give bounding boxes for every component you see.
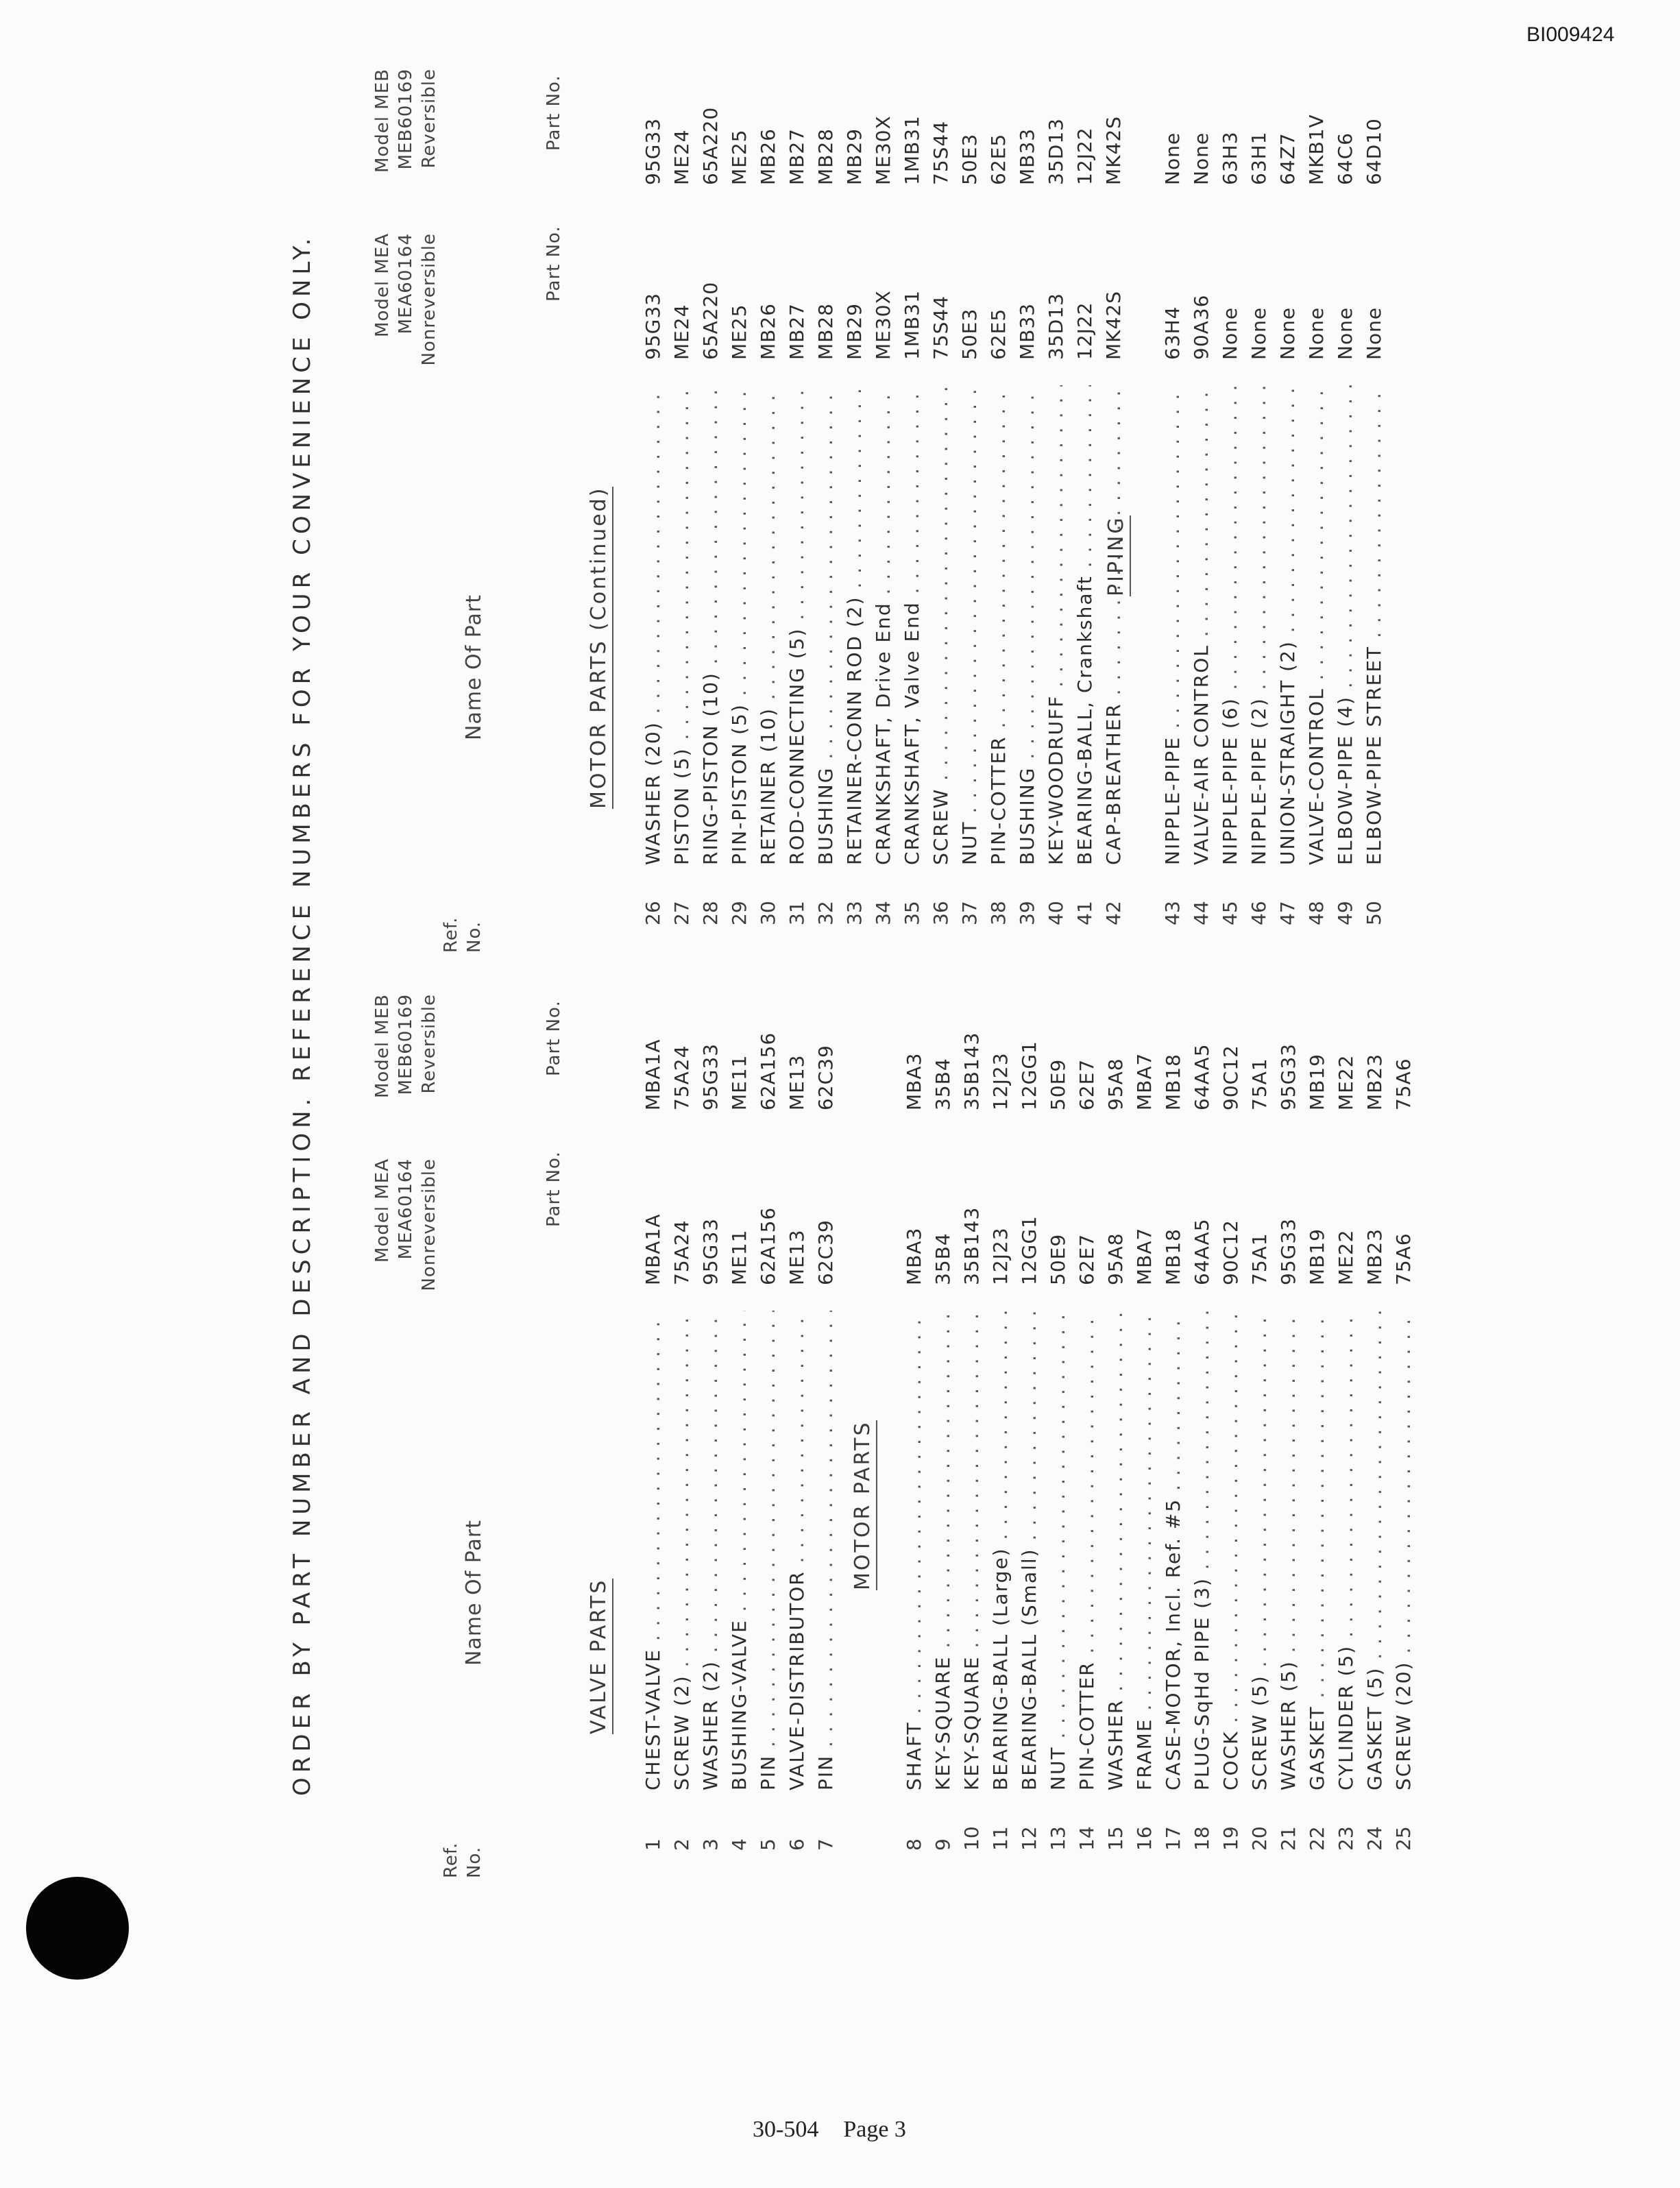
mea-part-number: MB19 xyxy=(1306,1228,1328,1285)
part-name: WASHER (20) . . . xyxy=(640,385,667,865)
ref-number: 46 xyxy=(1247,901,1270,925)
meb-number: MEB60169 xyxy=(395,69,416,170)
ref-number: 6 xyxy=(786,1838,808,1851)
part-row xyxy=(956,69,984,953)
part-name: PIN-PISTON (5) . . . xyxy=(726,385,753,865)
ref-number: 2 xyxy=(670,1838,693,1851)
part-row xyxy=(1217,69,1244,953)
mea-part-number: 90C12 xyxy=(1219,1219,1242,1285)
part-name: RETAINER-CONN ROD (2) . . . xyxy=(841,385,868,865)
meb-part-number: MB28 xyxy=(814,128,837,185)
meb-part-number: MB29 xyxy=(843,128,866,185)
mea-part-number: 75S44 xyxy=(929,295,952,360)
part-row xyxy=(1189,994,1216,1878)
ref-header-line1: Ref. xyxy=(441,916,461,953)
part-name: PISTON (5) . . . xyxy=(668,385,696,865)
part-name: CAP-BREATHER . . . xyxy=(1100,385,1128,865)
ref-number: 13 xyxy=(1047,1826,1069,1851)
part-row xyxy=(958,994,986,1878)
section-title: PIPING xyxy=(1104,515,1131,596)
ref-number: 35 xyxy=(901,901,923,925)
ref-number: 28 xyxy=(699,901,722,925)
part-row xyxy=(1073,994,1101,1878)
mea-header xyxy=(371,233,441,404)
mea-part-number: 12GG1 xyxy=(1018,1215,1040,1285)
part-name: SCREW . . . xyxy=(927,385,955,865)
part-name: KEY-SQUARE . . . xyxy=(958,1311,986,1790)
part-row xyxy=(783,69,811,953)
ref-number: 21 xyxy=(1277,1826,1300,1851)
ref-number: 45 xyxy=(1219,901,1241,925)
part-row xyxy=(870,69,897,953)
ref-number: 22 xyxy=(1306,1826,1328,1851)
mea-part-number: ME25 xyxy=(728,304,751,360)
ref-number: 23 xyxy=(1335,1826,1357,1851)
meb-part-number: MKB1V xyxy=(1305,114,1328,185)
section-title: MOTOR PARTS xyxy=(851,1420,877,1590)
mea-number: MEA60164 xyxy=(395,1158,416,1260)
ref-number: 5 xyxy=(757,1838,779,1851)
mea-part-no-header: Part No. xyxy=(544,226,564,302)
part-row xyxy=(640,994,667,1878)
mea-header xyxy=(371,1158,441,1330)
part-row xyxy=(1043,69,1070,953)
meb-part-number: None xyxy=(1161,132,1184,185)
section-title: VALVE PARTS xyxy=(587,1579,613,1734)
part-name: BEARING-BALL (Large) . . . xyxy=(987,1311,1014,1790)
part-name: BUSHING . . . xyxy=(812,385,840,865)
mea-part-number: None xyxy=(1363,306,1385,360)
mea-number: MEA60164 xyxy=(395,233,416,335)
meb-part-number: MBA3 xyxy=(903,1052,925,1110)
meb-part-number: 75A24 xyxy=(670,1045,693,1110)
meb-part-number: 62C39 xyxy=(814,1045,837,1110)
ref-number: 33 xyxy=(843,901,866,925)
mea-part-number: MB23 xyxy=(1363,1228,1386,1285)
ref-header-line1: Ref. xyxy=(441,1842,461,1878)
part-row xyxy=(1160,994,1187,1878)
part-row xyxy=(1102,994,1130,1878)
part-name: NUT . . . xyxy=(956,385,984,865)
part-name: NIPPLE-PIPE . . . xyxy=(1159,385,1186,865)
part-row xyxy=(755,69,782,953)
meb-part-number: 65A220 xyxy=(699,106,722,185)
meb-part-number: ME11 xyxy=(728,1054,751,1110)
part-row xyxy=(927,69,955,953)
mea-part-number: 75A1 xyxy=(1248,1232,1271,1285)
part-row xyxy=(1245,69,1273,953)
mea-part-number: MB28 xyxy=(814,303,837,360)
mea-model: Model MEA xyxy=(372,233,393,337)
meb-header xyxy=(371,69,441,226)
ref-number: 24 xyxy=(1363,1826,1386,1851)
mea-part-number: 95G33 xyxy=(1277,1218,1300,1285)
column-headers xyxy=(371,994,564,1878)
part-name: VALVE-DISTRIBUTOR . . . xyxy=(783,1311,811,1790)
part-row xyxy=(755,994,782,1878)
mea-part-number: 1MB31 xyxy=(901,290,923,360)
ref-number: 8 xyxy=(903,1838,925,1851)
ref-number: 7 xyxy=(814,1838,837,1851)
mea-part-number: 35B4 xyxy=(932,1232,954,1285)
mea-part-number: None xyxy=(1247,306,1270,360)
ref-number: 42 xyxy=(1102,901,1125,925)
part-row xyxy=(1159,69,1186,953)
mea-part-number: ME22 xyxy=(1335,1229,1357,1285)
mea-part-number: MB26 xyxy=(757,303,779,360)
ref-number: 43 xyxy=(1161,901,1184,925)
meb-model: Model MEB xyxy=(372,994,393,1099)
meb-part-number: 64D10 xyxy=(1363,118,1385,185)
part-row xyxy=(841,69,868,953)
part-row xyxy=(1332,994,1360,1878)
ref-number: 41 xyxy=(1073,901,1096,925)
part-name: ELBOW-PIPE STREET . . . xyxy=(1361,385,1388,865)
meb-part-number: 64Z7 xyxy=(1276,132,1299,185)
meb-part-number: MBA7 xyxy=(1133,1052,1156,1110)
section-title: MOTOR PARTS (Continued) xyxy=(587,487,613,809)
meb-number: MEB60169 xyxy=(395,994,416,1095)
meb-part-number: 35B143 xyxy=(960,1032,983,1110)
page-heading: ORDER BY PART NUMBER AND DESCRIPTION. REFERENCE NUMBERS FOR YOUR CONVENIENCE ONLY. xyxy=(289,233,316,1796)
meb-part-number: MK42S xyxy=(1102,116,1125,185)
meb-part-number: 95G33 xyxy=(699,1043,722,1110)
document-id: BI009424 xyxy=(1526,23,1615,46)
part-row xyxy=(726,994,753,1878)
meb-part-number: MB23 xyxy=(1363,1054,1386,1110)
mea-part-number: 62A156 xyxy=(757,1206,779,1285)
ref-header-line2: No. xyxy=(464,921,485,953)
part-name: PIN . . . xyxy=(755,1311,782,1790)
mea-part-number: MBA3 xyxy=(903,1227,925,1285)
meb-part-number: MB33 xyxy=(1016,128,1038,185)
ref-number: 1 xyxy=(642,1838,664,1851)
part-row xyxy=(1217,994,1245,1878)
part-name: CRANKSHAFT, Drive End . . . xyxy=(870,385,897,865)
ref-number: 31 xyxy=(786,901,808,925)
meb-part-number: MB18 xyxy=(1162,1054,1184,1110)
mea-part-number: 62E5 xyxy=(987,308,1010,360)
name-header: Name Of Part xyxy=(462,594,486,740)
ref-number: 48 xyxy=(1305,901,1328,925)
part-name: ELBOW-PIPE (4) . . . xyxy=(1332,385,1359,865)
meb-part-number: 12GG1 xyxy=(1018,1041,1040,1110)
meb-part-number: ME30X xyxy=(872,115,894,185)
mea-part-number: None xyxy=(1305,306,1328,360)
meb-part-number: 12J23 xyxy=(989,1052,1012,1110)
meb-part-number: MB27 xyxy=(786,128,808,185)
part-name: SCREW (5) . . . xyxy=(1246,1311,1274,1790)
part-row xyxy=(668,69,696,953)
part-row xyxy=(899,69,926,953)
name-header: Name Of Part xyxy=(462,1520,486,1666)
part-name: CHEST-VALVE . . . xyxy=(640,1311,667,1790)
part-name: KEY-WOODRUFF . . . xyxy=(1043,385,1070,865)
meb-model: Model MEB xyxy=(372,69,393,173)
meb-part-number: MB19 xyxy=(1306,1054,1328,1110)
part-row xyxy=(1188,69,1215,953)
mea-part-number: MK42S xyxy=(1102,291,1125,360)
part-row xyxy=(985,69,1012,953)
mea-type: Nonreversible xyxy=(419,1158,439,1291)
part-row xyxy=(1390,994,1417,1878)
part-name: NIPPLE-PIPE (2) . . . xyxy=(1245,385,1273,865)
mea-part-number: 64AA5 xyxy=(1191,1218,1213,1285)
part-row xyxy=(1246,994,1274,1878)
part-name: PLUG-SqHd PIPE (3) . . . xyxy=(1189,1311,1216,1790)
ref-number: 40 xyxy=(1045,901,1067,925)
part-row xyxy=(1332,69,1359,953)
meb-part-number: 64AA5 xyxy=(1191,1043,1213,1110)
meb-part-number: ME24 xyxy=(670,129,693,185)
ref-header xyxy=(439,917,486,953)
meb-part-number: 63H1 xyxy=(1247,131,1270,185)
ref-header-line2: No. xyxy=(464,1846,485,1878)
ref-number: 47 xyxy=(1276,901,1299,925)
mea-part-number: 65A220 xyxy=(699,281,722,360)
part-row xyxy=(1045,994,1072,1878)
mea-part-number: 12J23 xyxy=(989,1227,1012,1285)
part-name: FRAME . . . xyxy=(1131,1311,1158,1790)
meb-part-number: 64C6 xyxy=(1334,132,1356,185)
meb-part-number: ME22 xyxy=(1335,1054,1357,1110)
ref-number: 38 xyxy=(987,901,1010,925)
meb-part-number: 75A6 xyxy=(1392,1058,1415,1110)
mea-part-number: ME13 xyxy=(786,1229,808,1285)
meb-part-number: 62A156 xyxy=(757,1032,779,1110)
part-name: PIN-COTTER . . . xyxy=(985,385,1012,865)
part-name: BEARING-BALL, Crankshaft . . . xyxy=(1071,385,1099,865)
mea-part-number: 62C39 xyxy=(814,1219,837,1285)
meb-type: Reversible xyxy=(419,69,439,169)
part-name: CYLINDER (5) . . . xyxy=(1332,1311,1360,1790)
part-name: CRANKSHAFT, Valve End . . . xyxy=(899,385,926,865)
part-row xyxy=(783,994,811,1878)
part-name: BEARING-BALL (Small) . . . xyxy=(1016,1311,1043,1790)
punch-hole xyxy=(26,1877,129,1980)
mea-part-number: 35B143 xyxy=(960,1206,983,1285)
part-name: SHAFT . . . xyxy=(901,1311,928,1790)
mea-part-number: MBA7 xyxy=(1133,1227,1156,1285)
ref-number: 29 xyxy=(728,901,751,925)
meb-part-no-header: Part No. xyxy=(544,1000,564,1076)
meb-part-number: ME13 xyxy=(786,1054,808,1110)
mea-part-number: 50E9 xyxy=(1047,1233,1069,1285)
part-row xyxy=(1361,994,1389,1878)
meb-header xyxy=(371,994,441,1152)
part-name: PIN . . . xyxy=(812,1311,840,1790)
ref-number: 9 xyxy=(932,1838,954,1851)
ref-number: 44 xyxy=(1190,901,1213,925)
mea-part-number: 95G33 xyxy=(699,1218,722,1285)
meb-part-number: 50E9 xyxy=(1047,1058,1069,1110)
part-row xyxy=(726,69,753,953)
meb-part-number: 50E3 xyxy=(958,133,981,185)
part-row xyxy=(697,994,725,1878)
ref-number: 32 xyxy=(814,901,837,925)
part-row xyxy=(640,69,667,953)
ref-number: 10 xyxy=(960,1826,983,1851)
ref-number: 34 xyxy=(872,901,894,925)
mea-part-number: 50E3 xyxy=(958,308,981,360)
mea-part-number: 90A36 xyxy=(1190,294,1213,360)
meb-part-number: MBA1A xyxy=(642,1038,664,1110)
part-row xyxy=(1071,69,1099,953)
mea-part-number: None xyxy=(1276,306,1299,360)
ref-number: 37 xyxy=(958,901,981,925)
mea-model: Model MEA xyxy=(372,1158,393,1263)
ref-number: 17 xyxy=(1162,1826,1184,1851)
part-row xyxy=(1275,994,1302,1878)
part-row xyxy=(1131,994,1158,1878)
meb-part-number: 35B4 xyxy=(932,1058,954,1110)
mea-part-number: MB18 xyxy=(1162,1228,1184,1285)
part-name: VALVE-AIR CONTROL . . . xyxy=(1188,385,1215,865)
mea-part-number: 95A8 xyxy=(1104,1232,1127,1285)
mea-part-number: 75A6 xyxy=(1392,1232,1415,1285)
part-name: UNION-STRAIGHT (2) . . . xyxy=(1274,385,1302,865)
right-table xyxy=(371,69,1385,953)
part-name: PIN-COTTER . . . xyxy=(1073,1311,1101,1790)
meb-part-number: 1MB31 xyxy=(901,115,923,185)
mea-part-number: ME11 xyxy=(728,1229,751,1285)
ref-number: 11 xyxy=(989,1826,1012,1851)
meb-part-number: 90C12 xyxy=(1219,1045,1242,1110)
part-name: VALVE-CONTROL . . . xyxy=(1303,385,1330,865)
mea-part-number: 63H4 xyxy=(1161,306,1184,360)
meb-part-number: 95A8 xyxy=(1104,1058,1127,1110)
ref-number: 3 xyxy=(699,1838,722,1851)
mea-type: Nonreversible xyxy=(419,233,439,366)
ref-number: 26 xyxy=(642,901,664,925)
page-number: Page 3 xyxy=(843,2117,906,2142)
part-row xyxy=(1016,994,1043,1878)
meb-part-number: 63H3 xyxy=(1219,131,1241,185)
meb-part-number: 95G33 xyxy=(1277,1043,1300,1110)
ref-number: 30 xyxy=(757,901,779,925)
mea-part-number: 95G33 xyxy=(642,293,664,360)
mea-part-number: 12J22 xyxy=(1073,302,1096,360)
mea-part-number: MB33 xyxy=(1016,303,1038,360)
part-name: NIPPLE-PIPE (6) . . . xyxy=(1217,385,1244,865)
part-row xyxy=(697,69,725,953)
mea-part-number: 75A24 xyxy=(670,1219,693,1285)
part-row xyxy=(1361,69,1388,953)
left-table xyxy=(371,994,1415,1878)
part-row xyxy=(812,994,840,1878)
meb-part-number: MB26 xyxy=(757,128,779,185)
meb-part-number: 95G33 xyxy=(642,118,664,185)
part-row xyxy=(668,994,696,1878)
part-row xyxy=(1304,994,1331,1878)
ref-number: 39 xyxy=(1016,901,1038,925)
ref-number: 12 xyxy=(1018,1826,1040,1851)
part-name: BUSHING-VALVE . . . xyxy=(726,1311,753,1790)
part-row xyxy=(1274,69,1302,953)
mea-part-number: MB27 xyxy=(786,303,808,360)
part-name: WASHER (5) . . . xyxy=(1275,1311,1302,1790)
meb-part-number: ME25 xyxy=(728,129,751,185)
doc-number: 30-504 xyxy=(753,2117,819,2142)
mea-part-number: ME30X xyxy=(872,290,894,360)
part-row xyxy=(812,69,840,953)
part-name: GASKET (5) . . . xyxy=(1361,1311,1389,1790)
mea-part-number: ME24 xyxy=(670,304,693,360)
mea-part-no-header: Part No. xyxy=(544,1151,564,1227)
meb-part-number: 62E5 xyxy=(987,133,1010,185)
ref-number: 15 xyxy=(1104,1826,1127,1851)
meb-part-number: None xyxy=(1190,132,1213,185)
ref-number: 4 xyxy=(728,1838,751,1851)
part-row xyxy=(1100,69,1128,953)
ref-number: 25 xyxy=(1392,1826,1415,1851)
ref-number: 14 xyxy=(1075,1826,1098,1851)
part-name: SCREW (2) . . . xyxy=(668,1311,696,1790)
ref-number: 49 xyxy=(1334,901,1356,925)
mea-part-number: None xyxy=(1219,306,1241,360)
part-row xyxy=(1303,69,1330,953)
part-name: RETAINER (10) . . . xyxy=(755,385,782,865)
part-name: CASE-MOTOR, Incl. Ref. #5 . . . xyxy=(1160,1311,1187,1790)
ref-number: 19 xyxy=(1219,1826,1242,1851)
mea-part-number: None xyxy=(1334,306,1356,360)
mea-part-number: MB29 xyxy=(843,303,866,360)
ref-number: 27 xyxy=(670,901,693,925)
part-name: NUT . . . xyxy=(1045,1311,1072,1790)
part-name: RING-PISTON (10) . . . xyxy=(697,385,725,865)
part-row xyxy=(1014,69,1041,953)
meb-part-number: 75A1 xyxy=(1248,1058,1271,1110)
part-name: WASHER (2) . . . xyxy=(697,1311,725,1790)
page-footer xyxy=(753,2117,906,2143)
column-headers xyxy=(371,69,564,953)
meb-part-number: 35D13 xyxy=(1045,118,1067,185)
ref-number: 16 xyxy=(1133,1826,1156,1851)
ref-number: 18 xyxy=(1191,1826,1213,1851)
ref-number: 36 xyxy=(929,901,952,925)
part-name: SCREW (20) . . . xyxy=(1390,1311,1417,1790)
ref-number: 50 xyxy=(1363,901,1385,925)
part-name: KEY-SQUARE . . . xyxy=(929,1311,957,1790)
mea-part-number: 62E7 xyxy=(1075,1233,1098,1285)
part-name: WASHER . . . xyxy=(1102,1311,1130,1790)
meb-part-number: 12J22 xyxy=(1073,127,1096,185)
part-row xyxy=(901,994,928,1878)
meb-part-no-header: Part No. xyxy=(544,75,564,151)
part-name: COCK . . . xyxy=(1217,1311,1245,1790)
part-name: ROD-CONNECTING (5) . . . xyxy=(783,385,811,865)
part-row xyxy=(987,994,1014,1878)
part-name: GASKET . . . xyxy=(1304,1311,1331,1790)
ref-number: 20 xyxy=(1248,1826,1271,1851)
part-name: BUSHING . . . xyxy=(1014,385,1041,865)
mea-part-number: 35D13 xyxy=(1045,293,1067,360)
mea-part-number: MBA1A xyxy=(642,1213,664,1285)
meb-part-number: 62E7 xyxy=(1075,1058,1098,1110)
rotated-parts-list xyxy=(261,69,1415,1878)
part-row xyxy=(929,994,957,1878)
meb-part-number: 75S44 xyxy=(929,120,952,185)
meb-type: Reversible xyxy=(419,994,439,1094)
ref-header xyxy=(439,1843,486,1878)
